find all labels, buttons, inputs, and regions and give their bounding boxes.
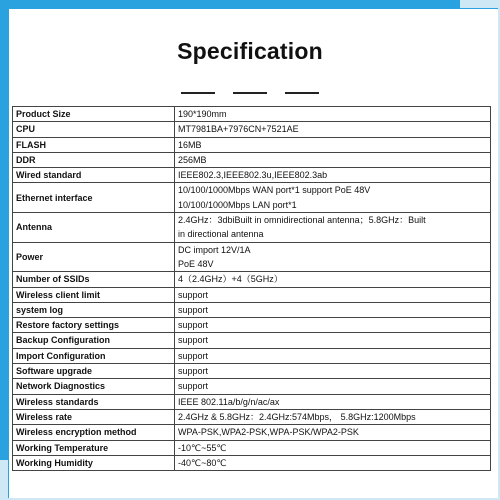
spec-value-line: -40℃~80℃ (178, 457, 227, 468)
spec-table-body (13, 107, 491, 471)
spec-label: Restore factory settings (13, 318, 175, 333)
spec-label: Network Diagnostics (13, 379, 175, 394)
spec-value-line: IEEE802.3,IEEE802.3u,IEEE802.3ab (178, 170, 328, 181)
spec-value-line: support (178, 320, 209, 331)
spec-value-line: 190*190mm (178, 109, 227, 119)
spec-label: Software upgrade (13, 364, 175, 379)
spec-row (13, 168, 491, 183)
spec-label: Wireless client limit (13, 287, 175, 302)
spec-value (175, 183, 491, 213)
spec-value (175, 242, 491, 272)
spec-value-line: support (178, 381, 209, 392)
spec-table (12, 106, 491, 471)
spec-label: Number of SSIDs (13, 272, 175, 287)
spec-row (13, 409, 491, 424)
spec-row (13, 107, 491, 122)
spec-value-line: WPA-PSK,WPA2-PSK,WPA-PSK/WPA2-PSK (178, 427, 359, 438)
spec-label: Product Size (13, 107, 175, 122)
spec-value-line: support (178, 289, 209, 300)
spec-value (175, 379, 491, 394)
spec-value (175, 287, 491, 302)
spec-value (175, 213, 491, 243)
spec-row (13, 213, 491, 243)
spec-value (175, 455, 491, 470)
spec-row (13, 333, 491, 348)
spec-value (175, 122, 491, 137)
spec-row (13, 242, 491, 272)
spec-value (175, 333, 491, 348)
border-accent-bottom-left (0, 460, 8, 500)
spec-row (13, 287, 491, 302)
spec-label: Backup Configuration (13, 333, 175, 348)
spec-value-line: MT7981BA+7976CN+7521AE (178, 124, 299, 135)
spec-value (175, 318, 491, 333)
spec-value (175, 440, 491, 455)
spec-value-line: 16MB (178, 139, 202, 150)
dash (181, 92, 215, 94)
spec-label: Wireless rate (13, 409, 175, 424)
spec-value (175, 348, 491, 363)
border-accent-top-right (460, 0, 500, 8)
spec-row (13, 455, 491, 470)
spec-row (13, 122, 491, 137)
spec-row (13, 364, 491, 379)
spec-value (175, 152, 491, 167)
spec-value-line: DC import 12V/1A (178, 244, 251, 255)
spec-value-line: support (178, 335, 209, 346)
spec-label: Wired standard (13, 168, 175, 183)
spec-row (13, 425, 491, 440)
spec-label: Ethernet interface (13, 183, 175, 213)
spec-value (175, 394, 491, 409)
dash (285, 92, 319, 94)
spec-label: Working Temperature (13, 440, 175, 455)
spec-label: Wireless standards (13, 394, 175, 409)
spec-label: Antenna (13, 213, 175, 243)
page-title: Specification (177, 38, 323, 64)
spec-value (175, 168, 491, 183)
spec-value-line: 2.4GHz & 5.8GHz：2.4GHz:574Mbps， 5.8GHz:1200Mbps (178, 411, 416, 422)
spec-row (13, 394, 491, 409)
spec-value-line: support (178, 350, 209, 361)
spec-value-line: support (178, 304, 209, 315)
spec-value-line: 2.4GHz：3dbiBuilt in omnidirectional antenna；5.8GHz：Built (178, 215, 426, 226)
spec-value (175, 302, 491, 317)
spec-value (175, 272, 491, 287)
spec-value-line: support (178, 366, 209, 377)
spec-label: Working Humidity (13, 455, 175, 470)
spec-value-line: 10/100/1000Mbps LAN port*1 (178, 199, 297, 210)
spec-value-line: in directional antenna (178, 229, 264, 240)
spec-value (175, 425, 491, 440)
spec-value-line: 256MB (178, 154, 207, 165)
spec-label: Wireless encryption method (13, 425, 175, 440)
spec-row (13, 302, 491, 317)
spec-row (13, 348, 491, 363)
spec-value-line: 4（2.4GHz）+4（5GHz） (178, 274, 283, 285)
spec-row (13, 440, 491, 455)
spec-value-line: -10℃~55℃ (178, 442, 227, 453)
spec-value-line: PoE 48V (178, 258, 214, 269)
spec-label: Power (13, 242, 175, 272)
spec-row (13, 152, 491, 167)
spec-row (13, 272, 491, 287)
spec-row (13, 183, 491, 213)
spec-label: CPU (13, 122, 175, 137)
spec-label: FLASH (13, 137, 175, 152)
spec-row (13, 137, 491, 152)
dash (233, 92, 267, 94)
spec-label: system log (13, 302, 175, 317)
spec-value-line: IEEE 802.11a/b/g/n/ac/ax (178, 396, 280, 407)
spec-label: Import Configuration (13, 348, 175, 363)
spec-label: DDR (13, 152, 175, 167)
spec-value (175, 107, 491, 122)
spec-row (13, 379, 491, 394)
spec-row (13, 318, 491, 333)
spec-value-line: 10/100/1000Mbps WAN port*1 support PoE 48V (178, 185, 371, 196)
spec-value (175, 364, 491, 379)
title-underline-dashes (0, 92, 500, 94)
spec-value (175, 409, 491, 424)
spec-value (175, 137, 491, 152)
